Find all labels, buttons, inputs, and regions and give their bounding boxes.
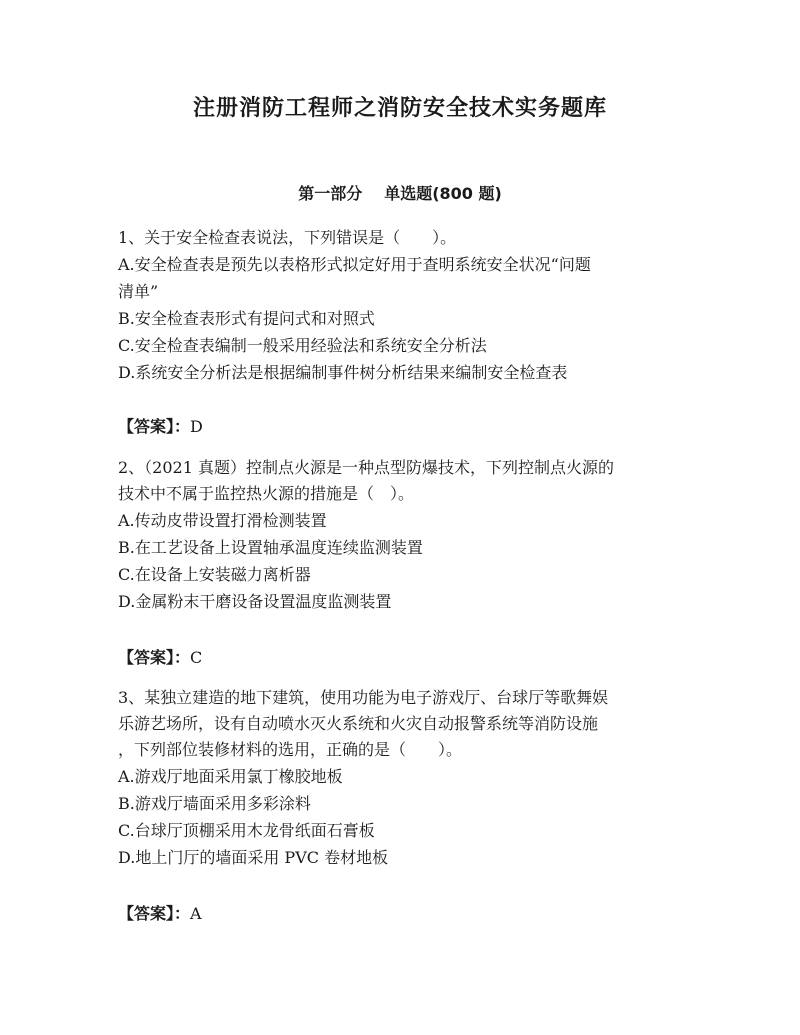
question-stem-continued: 乐游艺场所，设有自动喷水灭火系统和火灾自动报警系统等消防设施 [118,714,599,733]
option-b: B.游戏厅墙面采用多彩涂料 [118,794,311,813]
answer-value: A [190,904,202,923]
answer-3 [118,902,202,926]
question-1 [118,225,688,386]
section-type: 单选题(800 题) [384,184,502,203]
option-d: D.地上门厅的墙面采用 PVC 卷材地板 [118,848,389,867]
option-a: A.传动皮带设置打滑检测装置 [118,511,327,530]
option-b: B.在工艺设备上设置轴承温度连续监测装置 [118,538,423,557]
option-c: C.在设备上安装磁力离析器 [118,565,311,584]
option-a-continued: 清单” [118,282,159,301]
question-3 [118,685,688,871]
answer-value: D [190,417,203,436]
answer-value: C [190,648,203,667]
answer-2 [118,646,202,670]
question-stem-continued: 技术中不属于监控热火源的措施是（ ）。 [118,484,415,503]
question-stem-continued: ，下列部位装修材料的选用，正确的是（ ）。 [118,740,463,759]
question-stem: 2、（2021 真题）控制点火源是一种点型防爆技术，下列控制点火源的 [118,458,614,477]
document-title: 注册消防工程师之消防安全技术实务题库 [192,96,607,121]
answer-label: 【答案】： [118,904,191,923]
option-d: D.金属粉末干磨设备设置温度监测装置 [118,592,392,611]
option-c: C.台球厅顶棚采用木龙骨纸面石膏板 [118,821,375,840]
section-heading [0,182,800,206]
option-a: A.游戏厅地面采用氯丁橡胶地板 [118,767,343,786]
option-a: A.安全检查表是预先以表格形式拟定好用于查明系统安全状况“问题 [118,255,591,274]
answer-1 [118,415,203,439]
option-c: C.安全检查表编制一般采用经验法和系统安全分析法 [118,336,487,355]
option-b: B.安全检查表形式有提问式和对照式 [118,309,375,328]
question-stem: 3、某独立建造的地下建筑，使用功能为电子游戏厅、台球厅等歌舞娱 [118,688,609,707]
answer-label: 【答案】： [118,648,191,667]
section-label: 第一部分 [298,184,363,203]
question-2 [118,455,688,615]
option-d: D.系统安全分析法是根据编制事件树分析结果来编制安全检查表 [118,363,568,382]
answer-label: 【答案】： [118,417,191,436]
question-stem: 1、关于安全检查表说法，下列错误是（ ）。 [118,228,457,247]
